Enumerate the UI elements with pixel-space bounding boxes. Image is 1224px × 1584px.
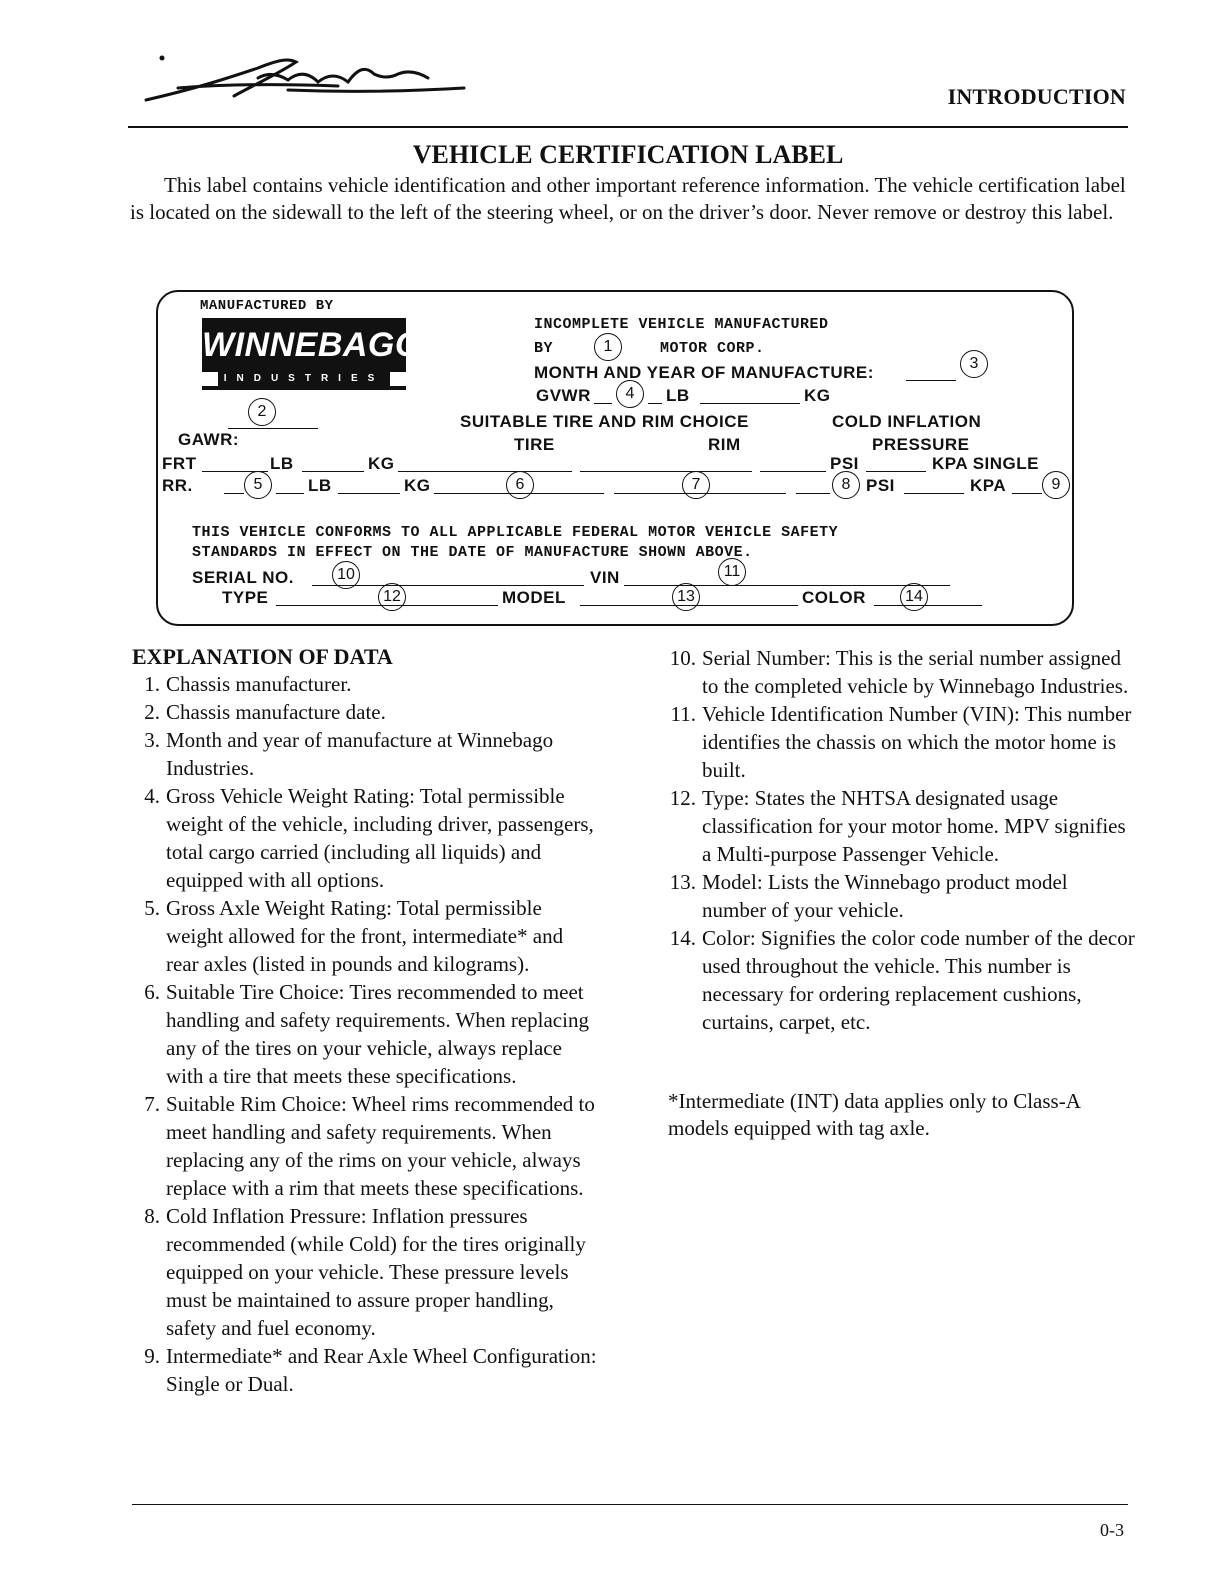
list-item: 4. Gross Vehicle Weight Rating: Total permissible weight of the vehicle, including driver, passengers, total cargo carried (including all liquids) and equipped with all options. — [144, 784, 594, 892]
list-item: 2. Chassis manufacture date. — [144, 700, 386, 724]
type-label: TYPE — [222, 588, 269, 607]
gvwr-kg: KG — [804, 386, 831, 405]
month-year-label: MONTH AND YEAR OF MANUFACTURE: — [534, 363, 874, 382]
gvwr-label: GVWR — [536, 386, 591, 405]
callout-14: 14 — [900, 583, 928, 611]
callout-1: 1 — [594, 333, 622, 361]
list-item: 14. Color: Signifies the color code number of the decor used throughout the vehicle. This number is necessary for ordering replacement cushions, curtains, carpet, etc. — [669, 926, 1135, 1034]
callout-3: 3 — [960, 350, 988, 378]
callout-5: 5 — [244, 471, 272, 499]
cold-inflation-label: COLD INFLATION — [832, 412, 982, 431]
footer-rule — [132, 1504, 1128, 1505]
rr-psi: PSI — [866, 476, 895, 495]
list-item: 1. Chassis manufacturer. — [144, 672, 352, 696]
industries-logo-text: INDUSTRIES — [202, 372, 406, 386]
page-title: VEHICLE CERTIFICATION LABEL — [412, 140, 844, 169]
tire-header: TIRE — [514, 435, 555, 454]
list-item: 11. Vehicle Identification Number (VIN): This number identifies the chassis on which the motor home is built. — [670, 702, 1132, 782]
explanation-list-left — [130, 670, 600, 1398]
rr-lb: LB — [308, 476, 332, 495]
header-rule — [128, 126, 1128, 128]
explanation-heading: EXPLANATION OF DATA — [132, 644, 393, 669]
tire-rim-header: SUITABLE TIRE AND RIM CHOICE — [460, 412, 749, 431]
incomplete-by: BY — [534, 340, 554, 357]
frt-kg: KG — [368, 454, 395, 473]
list-item: 10. Serial Number: This is the serial number assigned to the completed vehicle by Winnebago Industries. — [669, 646, 1129, 698]
model-label: MODEL — [502, 588, 566, 607]
color-label: COLOR — [802, 588, 866, 607]
callout-10: 10 — [332, 561, 360, 589]
callout-11: 11 — [718, 558, 746, 586]
callout-13: 13 — [672, 583, 700, 611]
rr-kg: KG — [404, 476, 431, 495]
rim-header: RIM — [708, 435, 741, 454]
incomplete-vehicle-line: INCOMPLETE VEHICLE MANUFACTURED — [534, 316, 829, 333]
conforms-line-2: STANDARDS IN EFFECT ON THE DATE OF MANUFACTURE SHOWN ABOVE. — [192, 544, 753, 561]
list-item: 3. Month and year of manufacture at Winnebago Industries. — [144, 728, 554, 780]
winnebago-logo — [202, 318, 422, 390]
frt-lb: LB — [270, 454, 294, 473]
callout-4: 4 — [616, 380, 644, 408]
frt-kpa-single: KPA SINGLE — [932, 454, 1040, 473]
rr-kpa: KPA — [970, 476, 1007, 495]
list-item: 5. Gross Axle Weight Rating: Total permissible weight allowed for the front, intermediate* and rear axles (listed in pounds and kilograms). — [144, 896, 564, 976]
section-heading: INTRODUCTION — [947, 84, 1126, 109]
frt-label: FRT — [162, 454, 197, 473]
list-item: 6. Suitable Tire Choice: Tires recommended to meet handling and safety requirements. When replacing any of the tires on your vehicle, always replace with a tire that meets these specifications. — [144, 980, 589, 1088]
intermediate-footnote: *Intermediate (INT) data applies only to Class-A models equipped with tag axle. — [668, 1089, 1080, 1140]
pressure-header: PRESSURE — [872, 435, 970, 454]
callout-7: 7 — [682, 471, 710, 499]
serial-no-label: SERIAL NO. — [192, 568, 294, 587]
callout-8: 8 — [832, 471, 860, 499]
winnebago-logo-text: WINNEBAGO — [202, 326, 422, 364]
adventurer-logo — [138, 48, 468, 108]
gvwr-lb: LB — [666, 386, 690, 405]
page-number: 0-3 — [1100, 1520, 1124, 1540]
callout-12: 12 — [378, 583, 406, 611]
explanation-list-right — [666, 644, 1136, 1036]
frt-psi: PSI — [830, 454, 859, 473]
vin-label: VIN — [590, 568, 620, 587]
rr-label: RR. — [162, 476, 193, 495]
callout-2: 2 — [248, 398, 276, 426]
list-item: 9. Intermediate* and Rear Axle Wheel Configuration: Single or Dual. — [144, 1344, 597, 1396]
callout-9: 9 — [1042, 471, 1070, 499]
list-item: 12. Type: States the NHTSA designated usage classification for your motor home. MPV signifies a Multi-purpose Passenger Vehicle. — [669, 786, 1126, 866]
intro-paragraph: This label contains vehicle identification and other important reference information. The vehicle certification label is located on the sidewall to the left of the steering wheel, or on the driver’s door. Never remove or destroy this label. — [130, 173, 1126, 224]
list-item: 13. Model: Lists the Winnebago product model number of your vehicle. — [669, 870, 1068, 922]
list-item: 7. Suitable Rim Choice: Wheel rims recommended to meet handling and safety requirements. When replacing any of the rims on your vehicle, always replace with a rim that meets these specifications. — [144, 1092, 595, 1200]
gawr-label: GAWR: — [178, 430, 240, 449]
callout-6: 6 — [506, 471, 534, 499]
conforms-line-1: THIS VEHICLE CONFORMS TO ALL APPLICABLE FEDERAL MOTOR VEHICLE SAFETY — [192, 524, 839, 541]
list-item: 8. Cold Inflation Pressure: Inflation pressures recommended (while Cold) for the tires originally equipped on your vehicle. These pressure levels must be maintained to assure proper handling, safety and fuel economy. — [144, 1204, 586, 1340]
motor-corp: MOTOR CORP. — [660, 340, 765, 357]
manufactured-by: MANUFACTURED BY — [200, 298, 334, 314]
